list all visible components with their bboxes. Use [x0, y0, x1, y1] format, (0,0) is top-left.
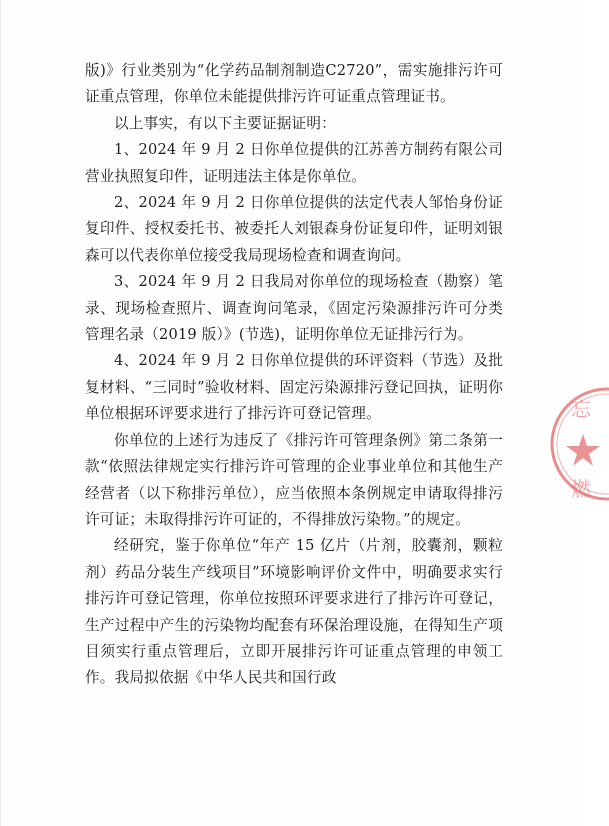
paragraph-2: 以上事实，有以下主要证据证明：: [114, 114, 336, 132]
paragraph-7: 你单位的上述行为违反了《排污许可管理条例》第二条第一款“依照法律规定实行排污许可管理的企业事业单位和其他生产经营者（以下称排污单位），应当依照本条例规定申请取得排污许可证；未取得排污许可证的，不得排放污染物。”的规定。: [85, 431, 503, 528]
paragraph-3: 1、2024 年 9 月 2 日你单位提供的江苏善方制药有限公司营业执照复印件，证明违法主体是你单位。: [85, 141, 503, 185]
paragraph-1: 版)》行业类别为“化学药品制剂制造C2720”，需实施排污许可证重点管理，你单位未能提供排污许可证重点管理证书。: [85, 62, 503, 106]
paragraph-5: 3、2024 年 9 月 2 日我局对你单位的现场检查（勘察）笔录、现场检查照片、调查询问笔录，《固定污染源排污许可分类管理名录（2019 版）》(节选)，证明你单位无证排污行为。: [85, 273, 503, 344]
svg-text:燃: 燃: [571, 477, 591, 501]
document-body: [85, 58, 503, 692]
official-seal-stamp: [549, 382, 609, 506]
paragraph-6: 4、2024 年 9 月 2 日你单位提供的环评资料（节选）及批复材料、“三同时”验收材料、固定污染源排污登记回执，证明你单位根据环评要求进行了排污许可登记管理。: [85, 352, 503, 423]
svg-text:忘: 忘: [571, 397, 591, 421]
paragraph-4: 2、2024 年 9 月 2 日你单位提供的法定代表人邹怡身份证复印件、授权委托书、被委托人刘银森身份证复印件，证明刘银森可以代表你单位接受我局现场检查和调查询问。: [85, 194, 503, 264]
paragraph-8: 经研究，鉴于你单位“年产 15 亿片（片剂，胶囊剂，颗粒剂）药品分装生产线项目”环境影响评价文件中，明确要求实行排污许可登记管理，你单位按照环评要求进行了排污许可登记，生产过程中产生的污染物均配套有环保治理设施，在得知生产项目须实行重点管理后，立即开展排污许可证重点管理的申领工作。我局拟依据《中华人民共和国行政: [85, 537, 503, 687]
